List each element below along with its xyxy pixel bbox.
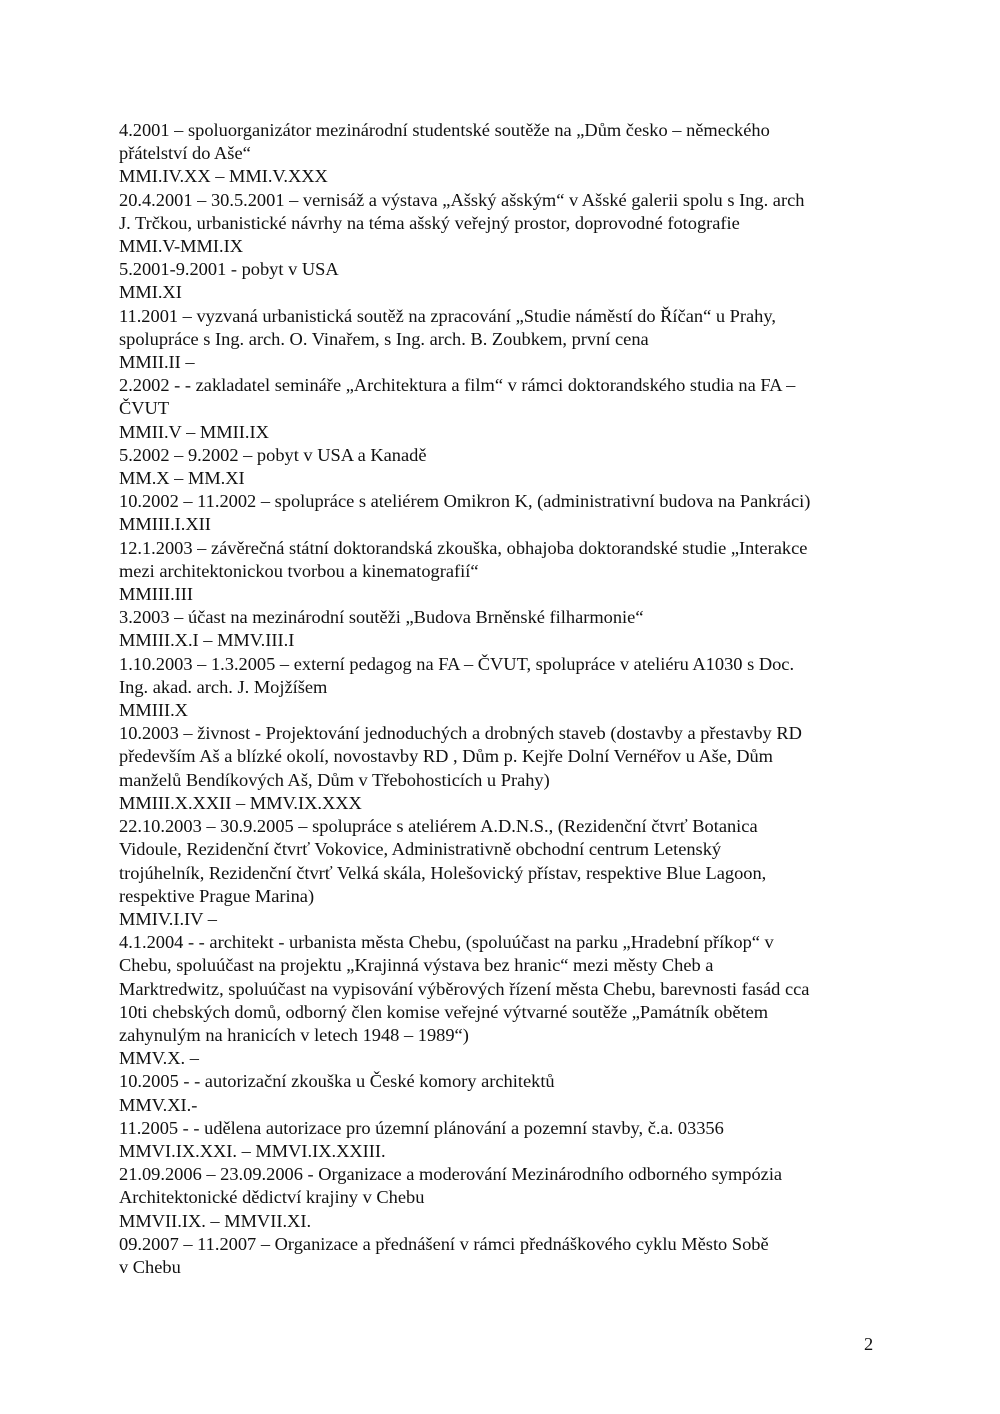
text-line: trojúhelník, Rezidenční čtvrť Velká skála, Holešovický přístav, respektive Blue Lagoon, xyxy=(119,862,767,883)
text-line: MMII.V – MMII.IX xyxy=(119,421,269,442)
text-line: Architektonické dědictví krajiny v Chebu xyxy=(119,1187,425,1208)
text-line: 11.2005 - - udělena autorizace pro územní plánování a pozemní stavby, č.a. 03356 xyxy=(119,1117,724,1138)
text-line: 12.1.2003 – závěrečná státní doktorandská zkouška, obhajoba doktorandské studie „Interakce xyxy=(119,537,808,558)
text-line: ČVUT xyxy=(119,398,170,419)
text-line: 21.09.2006 – 23.09.2006 - Organizace a moderování Mezinárodního odborného sympózia xyxy=(119,1164,783,1185)
text-line: 5.2001-9.2001 - pobyt v USA xyxy=(119,259,339,280)
text-line: MMI.IV.XX – MMI.V.XXX xyxy=(119,166,328,187)
text-line: 22.10.2003 – 30.9.2005 – spolupráce s ateliérem A.D.N.S., (Rezidenční čtvrť Botanica xyxy=(119,816,758,837)
text-line: v Chebu xyxy=(119,1256,181,1277)
text-line: 10.2003 – živnost - Projektování jednoduchých a drobných staveb (dostavby a přestavby RD xyxy=(119,723,802,744)
text-line: Ing. akad. arch. J. Mojžíšem xyxy=(119,676,328,697)
text-line: 10ti chebských domů, odborný člen komise veřejné výtvarné soutěže „Památník obětem xyxy=(119,1001,769,1022)
text-line: 5.2002 – 9.2002 – pobyt v USA a Kanadě xyxy=(119,444,427,465)
text-line: Chebu, spoluúčast na projektu „Krajinná výstava bez hranic“ mezi městy Cheb a xyxy=(119,955,714,976)
text-line: MMVI.IX.XXI. – MMVI.IX.XXIII. xyxy=(119,1140,386,1161)
text-line: manželů Bendíkových Aš, Dům v Třebohosticích u Prahy) xyxy=(119,769,550,790)
text-line: MM.X – MM.XI xyxy=(119,468,245,489)
text-line: spolupráce s Ing. arch. O. Vinařem, s Ing. arch. B. Zoubkem, první cena xyxy=(119,328,649,349)
text-line: MMI.XI xyxy=(119,282,182,303)
text-line: 09.2007 – 11.2007 – Organizace a přednášení v rámci přednáškového cyklu Město Sobě xyxy=(119,1233,769,1254)
text-line: 3.2003 – účast na mezinárodní soutěži „Budova Brněnské filharmonie“ xyxy=(119,607,644,628)
text-line: 4.2001 – spoluorganizátor mezinárodní studentské soutěže na „Dům česko – německého xyxy=(119,120,770,140)
page-number: 2 xyxy=(864,1334,874,1354)
text-line: 20.4.2001 – 30.5.2001 – vernisáž a výstava „Ašský ašským“ v Ašské galerii spolu s Ing. arch xyxy=(119,189,805,210)
text-line: především Aš a blízké okolí, novostavby RD , Dům p. Kejře Dolní Vernéřov u Aše, Dům xyxy=(119,746,773,767)
text-line: přátelství do Aše“ xyxy=(119,143,251,164)
text-line: MMIII.X.XXII – MMV.IX.XXX xyxy=(119,792,362,813)
text-line: 4.1.2004 - - architekt - urbanista města Chebu, (spoluúčast na parku „Hradební příkop“ v xyxy=(119,932,774,953)
text-line: J. Trčkou, urbanistické návrhy na téma ašský veřejný prostor, doprovodné fotografie xyxy=(119,212,740,233)
text-line: MMIV.I.IV – xyxy=(119,908,217,929)
text-line: 1.10.2003 – 1.3.2005 – externí pedagog na FA – ČVUT, spolupráce v ateliéru A1030 s Doc. xyxy=(119,653,795,674)
text-line: zahynulým na hranicích v letech 1948 – 1989“) xyxy=(119,1024,469,1045)
text-line: MMIII.X.I – MMV.III.I xyxy=(119,630,295,651)
document-body xyxy=(119,119,889,1279)
text-line: respektive Prague Marina) xyxy=(119,885,315,906)
text-line: MMII.II – xyxy=(119,352,195,373)
text-line: 10.2005 - - autorizační zkouška u České komory architektů xyxy=(119,1071,555,1092)
text-line: MMV.XI.- xyxy=(119,1094,198,1115)
text-line: MMV.X. – xyxy=(119,1048,199,1069)
text-line: 10.2002 – 11.2002 – spolupráce s ateliérem Omikron K, (administrativní budova na Pankráci) xyxy=(119,491,811,512)
text-line: 2.2002 - - zakladatel semináře „Architektura a film“ v rámci doktorandského studia na FA – xyxy=(119,375,796,396)
text-line: MMIII.X xyxy=(119,700,188,721)
text-line: MMIII.I.XII xyxy=(119,514,211,535)
text-line: 11.2001 – vyzvaná urbanistická soutěž na zpracování „Studie náměstí do Říčan“ u Prahy, xyxy=(119,305,776,326)
text-line: MMIII.III xyxy=(119,584,194,605)
text-line: MMI.V-MMI.IX xyxy=(119,236,243,257)
text-line: Vidoule, Rezidenční čtvrť Vokovice, Administrativně obchodní centrum Letenský xyxy=(119,839,722,860)
text-line: MMVII.IX. – MMVII.XI. xyxy=(119,1210,312,1231)
text-line: mezi architektonickou tvorbou a kinematografií“ xyxy=(119,560,479,581)
text-line: Marktredwitz, spoluúčast na vypisování výběrových řízení města Chebu, barevnosti fasád cca xyxy=(119,978,810,999)
